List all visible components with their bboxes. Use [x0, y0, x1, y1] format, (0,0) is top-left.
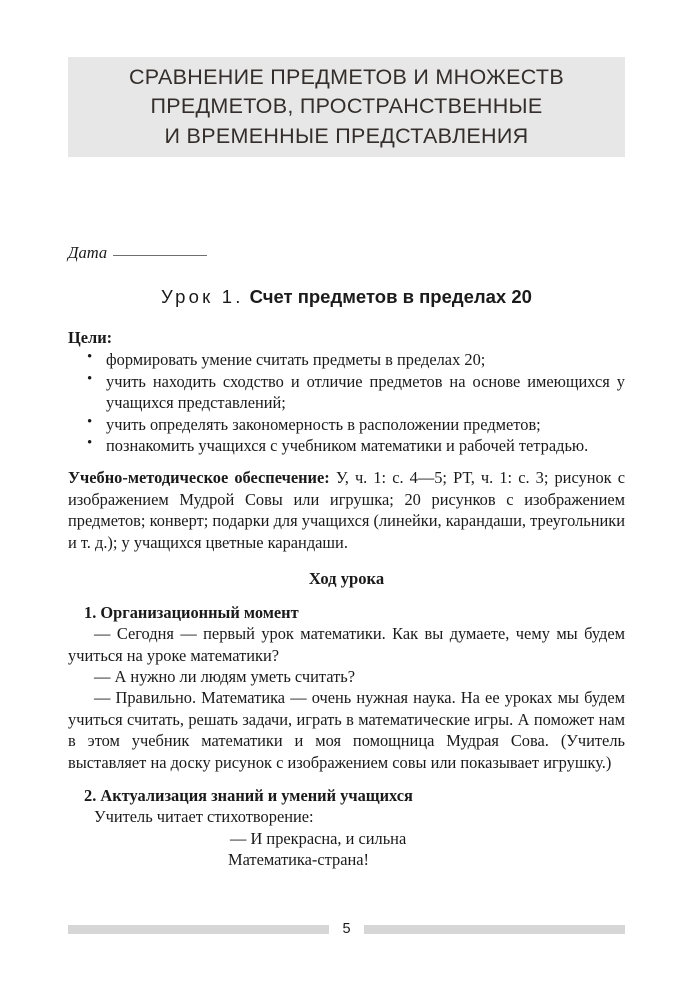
step-1-paragraph-3: — Правильно. Математика — очень нужная наука. На ее уроках мы будем учиться считать, решать задачи, играть в математические игры. А поможет нам в этом учебник математики и моя помощница Мудрая Сова. (Учитель выставляет на доску рисунок с изображением совы или показывает игрушку.) [68, 688, 625, 772]
lesson-title [68, 286, 625, 308]
page-number: 5 [342, 920, 351, 937]
verse-block [68, 828, 625, 871]
lesson-number-label: Урок 1. [161, 286, 244, 307]
step-2-title: 2. Актуализация знаний и умений учащихся [84, 785, 413, 805]
footer-rule-left [68, 925, 329, 934]
step-2-paragraph-1: Учитель читает стихотворение: [94, 807, 314, 827]
date-blank-rule [113, 255, 207, 256]
step-1-title: 1. Организационный момент [84, 602, 299, 622]
step-1-paragraph-1: — Сегодня — первый урок математики. Как вы думаете, чему мы будем учиться на уроке математики? [68, 624, 625, 665]
verse-line-2: Математика-страна! [228, 850, 369, 870]
objectives-list [68, 349, 625, 456]
chapter-banner-line-1: СРАВНЕНИЕ ПРЕДМЕТОВ И МНОЖЕСТВ [128, 64, 564, 89]
resources-text: У, ч. 1: с. 4—5; РТ, ч. 1: с. 3; рисунок с изображением Мудрой Совы или игрушка; 20 рисунков с изображением предметов; конверт; подарки для учащихся (линейки, карандаши, треугольники и т. д.); у учащихся цветные карандаши. [68, 468, 625, 552]
resources-label: Учебно-методическое обеспечение: [68, 468, 330, 488]
date-label: Дата [68, 243, 108, 262]
chapter-banner-line-2: ПРЕДМЕТОВ, ПРОСТРАНСТВЕННЫЕ [150, 94, 543, 119]
footer-rule-right [364, 925, 625, 934]
lesson-flow-heading: Ход урока [308, 569, 385, 589]
resources-paragraph [68, 467, 625, 553]
chapter-banner-line-3: И ВРЕМЕННЫЕ ПРЕДСТАВЛЕНИЯ [164, 123, 529, 148]
lesson-title-text: Счет предметов в пределах 20 [249, 286, 532, 307]
objectives-heading: Цели: [68, 328, 113, 347]
chapter-banner [68, 57, 625, 157]
verse-line-1: — И прекрасна, и сильна [230, 828, 407, 848]
date-line [68, 243, 207, 263]
body-column [68, 327, 625, 871]
list-item: • формировать умение считать предметы в пределах 20; [68, 349, 625, 370]
list-item: • познакомить учащихся с учебником математики и рабочей тетрадью. [68, 435, 625, 456]
list-item: • учить находить сходство и отличие предметов на основе имеющихся у учащихся представлений; [68, 371, 625, 414]
step-1-paragraph-2: — А нужно ли людям уметь считать? [94, 666, 356, 686]
page-footer [68, 921, 625, 937]
list-item: • учить определять закономерность в расположении предметов; [68, 414, 625, 435]
